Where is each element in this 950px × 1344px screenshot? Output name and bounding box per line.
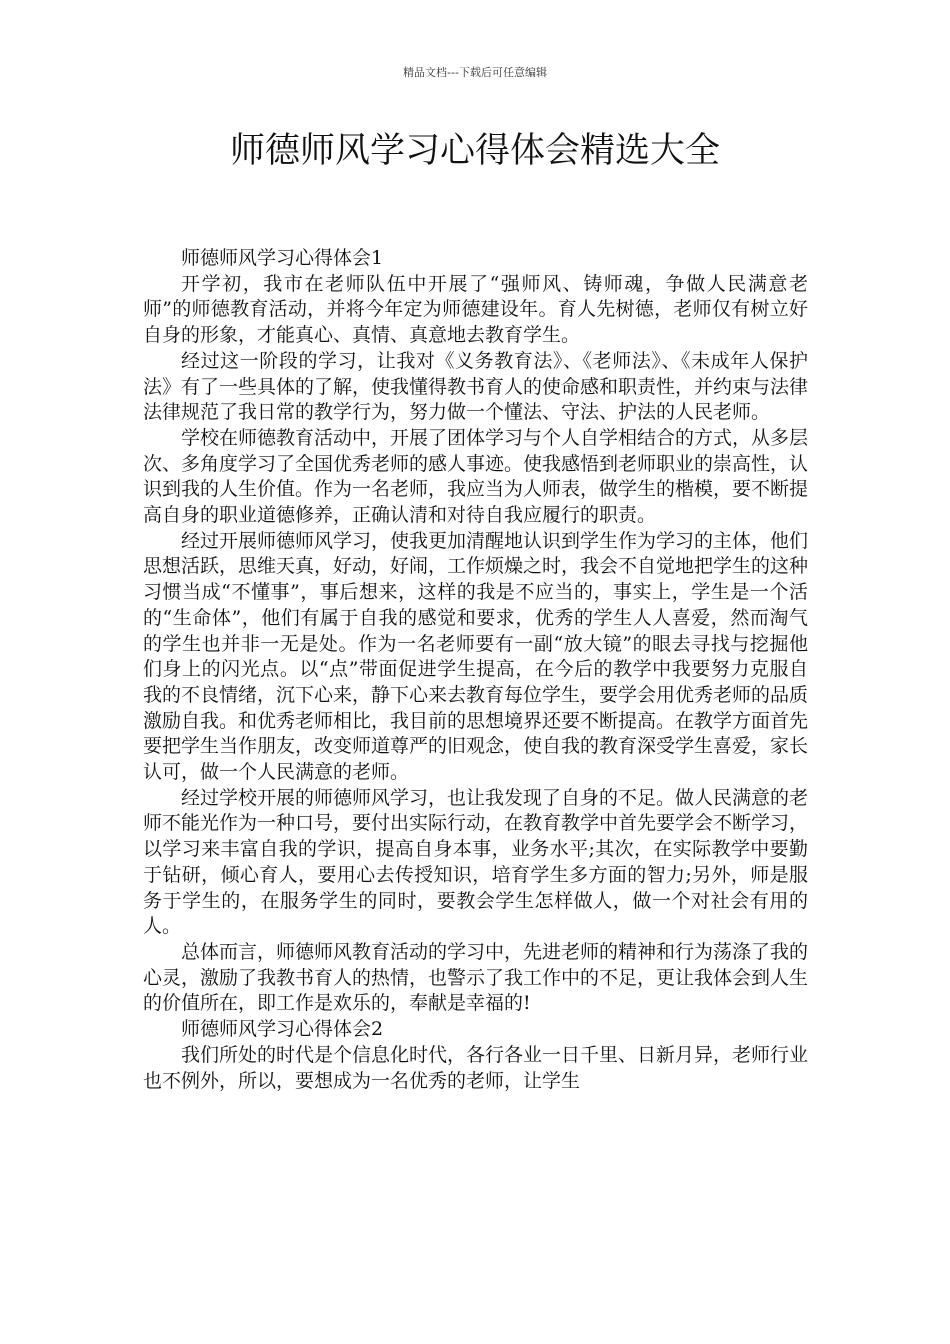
section-heading: 师德师风学习心得体会1 xyxy=(181,247,384,269)
paragraph: 开学初，我市在老师队伍中开展了“强师风、铸师魂，争做人民满意老师”的师德教育活动，并将今年定为师德建设年。育人先树德，老师仅有树立好自身的形象，才能真心、真情、真意地去教育学生。 xyxy=(143,272,808,347)
document-title: 师德师风学习心得体会精选大全 xyxy=(229,131,720,171)
paragraph: 学校在师德教育活动中，开展了团体学习与个人自学相结合的方式，从多层次、多角度学习了全国优秀老师的感人事迹。使我感悟到老师职业的崇高性，认识到我的人生价值。作为一名老师，我应当为人师表，做学生的楷模，要不断提高自身的职业道德修养，正确认清和对待自我应履行的职责。 xyxy=(143,426,809,527)
section-heading: 师德师风学习心得体会2 xyxy=(181,1018,384,1041)
paragraph: 总体而言，师德师风教育活动的学习中，先进老师的精神和行为荡涤了我的心灵，激励了我教书育人的热情，也警示了我工作中的不足，更让我体会到人生的价值所在，即工作是欢乐的，奉献是幸福的! xyxy=(143,940,809,1015)
paragraph: 经过这一阶段的学习，让我对《义务教育法》、《老师法》、《未成年人保护法》有了一些具体的了解，使我懂得教书育人的使命感和职责性，并约束与法律法律规范了我日常的教学行为，努力做一个懂法、守法、护法的人民老师。 xyxy=(143,349,809,424)
paragraph: 经过开展师德师风学习，使我更加清醒地认识到学生作为学习的主体，他们思想活跃，思维天真，好动，好闹，工作烦燥之时，我会不自觉地把学生的这种习惯当成“不懂事”，事后想来，这样的我是不应当的，事实上，学生是一个活的“生命体”，他们有属于自我的感觉和要求，优秀的学生人人喜爱，然而淘气的学生也并非一无是处。作为一名老师要有一副“放大镜”的眼去寻找与挖掘他们身上的闪光点。以“点”带面促进学生提高，在今后的教学中我要努力克服自我的不良情绪，沉下心来，静下心来去教育每位学生，要学会用优秀老师的品质激励自我。和优秀老师相比，我目前的思想境界还要不断提高。在教学方面首先要把学生当作朋友，改变师道尊严的旧观念，使自我的教育深受学生喜爱，家长认可，做一个人民满意的老师。 xyxy=(143,529,809,784)
document-body xyxy=(143,246,808,1094)
paragraph: 经过学校开展的师德师风学习，也让我发现了自身的不足。做人民满意的老师不能光作为一种口号，要付出实际行动，在教育教学中首先要学会不断学习，以学习来丰富自我的学识，提高自身本事，业务水平;其次，在实际教学中要勤于钻研，倾心育人，要用心去传授知识，培育学生多方面的智力;另外，师是服务于学生的，在服务学生的同时，要教会学生怎样做人，做一个对社会有用的人。 xyxy=(143,786,809,938)
paragraph: 我们所处的时代是个信息化时代，各行各业一日千里、日新月异，老师行业也不例外，所以，要想成为一名优秀的老师，让学生 xyxy=(143,1043,809,1092)
header-note: 精品文档---下载后可任意编辑 xyxy=(403,66,547,79)
